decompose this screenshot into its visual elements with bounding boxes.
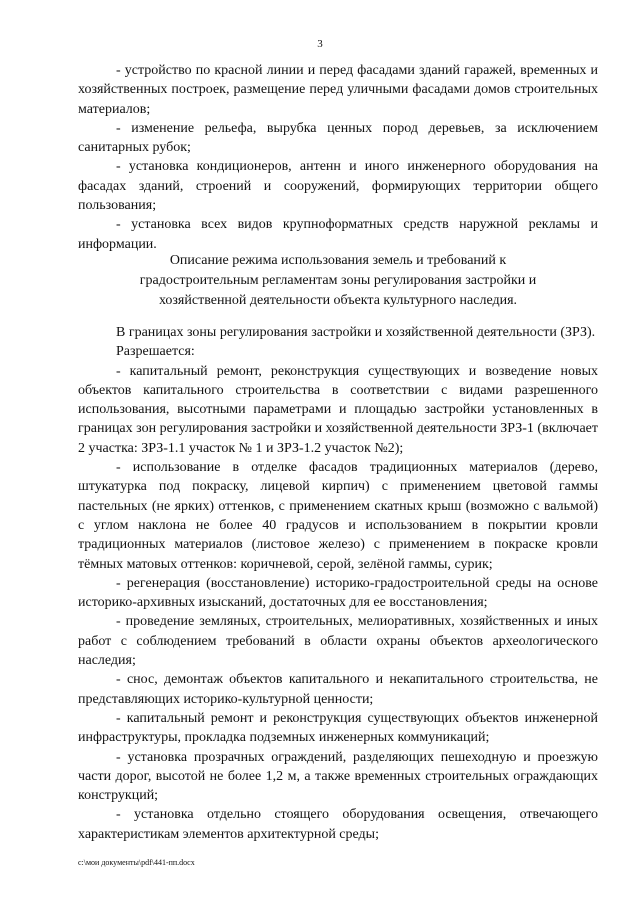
list-item: - регенерация (восстановление) историко-градостроительной среды на основе историко-архивных изысканий, достаточных для ее восстановления; <box>78 575 598 611</box>
prohibited-list <box>78 61 598 254</box>
intro-paragraph: В границах зоны регулирования застройки и хозяйственной деятельности (ЗРЗ). <box>116 325 596 340</box>
list-item: - установка отдельно стоящего оборудования освещения, отвечающего характеристикам элементов архитектурной среды; <box>78 807 598 842</box>
allowed-label: Разрешается: <box>116 344 195 360</box>
heading-line: Описание режима использования земель и требований к <box>169 253 507 268</box>
section-heading <box>78 251 598 311</box>
heading-line: градостроительным регламентам зоны регулирования застройки и <box>139 273 537 288</box>
list-item: - капитальный ремонт и реконструкция существующих объектов инженерной инфраструктуры, прокладка подземных инженерных коммуникаций; <box>78 710 598 746</box>
list-item: - проведение земляных, строительных, мелиоративных, хозяйственных и иных работ с соблюдением требований в области охраны объектов археологического наследия; <box>78 614 598 669</box>
list-item: - капитальный ремонт, реконструкция существующих и возведение новых объектов капитального строительства в соответствии с видами разрешенного использования, высотными параметрами и площадью застройки установленных в границах зон регулирования застройки и хозяйственной деятельности ЗРЗ-1 (включает 2 участка: ЗРЗ-1.1 участок № 1 и ЗРЗ-1.2 участок №2); <box>78 363 598 456</box>
list-item: - использование в отделке фасадов традиционных материалов (дерево, штукатурка под покраску, лицевой кирпич) с применением цветовой гаммы пастельных (не ярких) оттенков, с применением скатных крыш (возможно с вальмой) с углом наклона не более 40 градусов и использованием в покрытии кровли традиционных материалов (листовое железо) с применением в покраске кровли тёмных матовых оттенков: коричневой, серой, зелёной гаммы, сурик; <box>78 460 598 572</box>
page-number: 3 <box>317 38 323 50</box>
list-item: - установка прозрачных ограждений, разделяющих пешеходную и проезжую части дорог, высотой не более 1,2 м, а также временных строительных ограждающих конструкций; <box>78 749 598 804</box>
list-item: - установка всех видов крупноформатных средств наружной рекламы и информации. <box>78 217 598 252</box>
list-item: - устройство по красной линии и перед фасадами зданий гаражей, временных и хозяйственных построек, размещение перед уличными фасадами домов строительных материалов; <box>78 63 598 117</box>
list-item: - изменение рельефа, вырубка ценных пород деревьев, за исключением санитарных рубок; <box>78 120 598 156</box>
list-item: - снос, демонтаж объектов капитального и некапитального строительства, не представляющих историко-культурной ценности; <box>78 672 598 707</box>
file-path-footer: c:\мои документы\pdf\441-пп.docx <box>78 858 195 867</box>
section-body <box>78 323 598 844</box>
heading-line: хозяйственной деятельности объекта культурного наследия. <box>158 293 518 308</box>
list-item: - установка кондиционеров, антенн и иного инженерного оборудования на фасадах зданий, строений и сооружений, формирующих территории общего пользования; <box>78 159 598 214</box>
